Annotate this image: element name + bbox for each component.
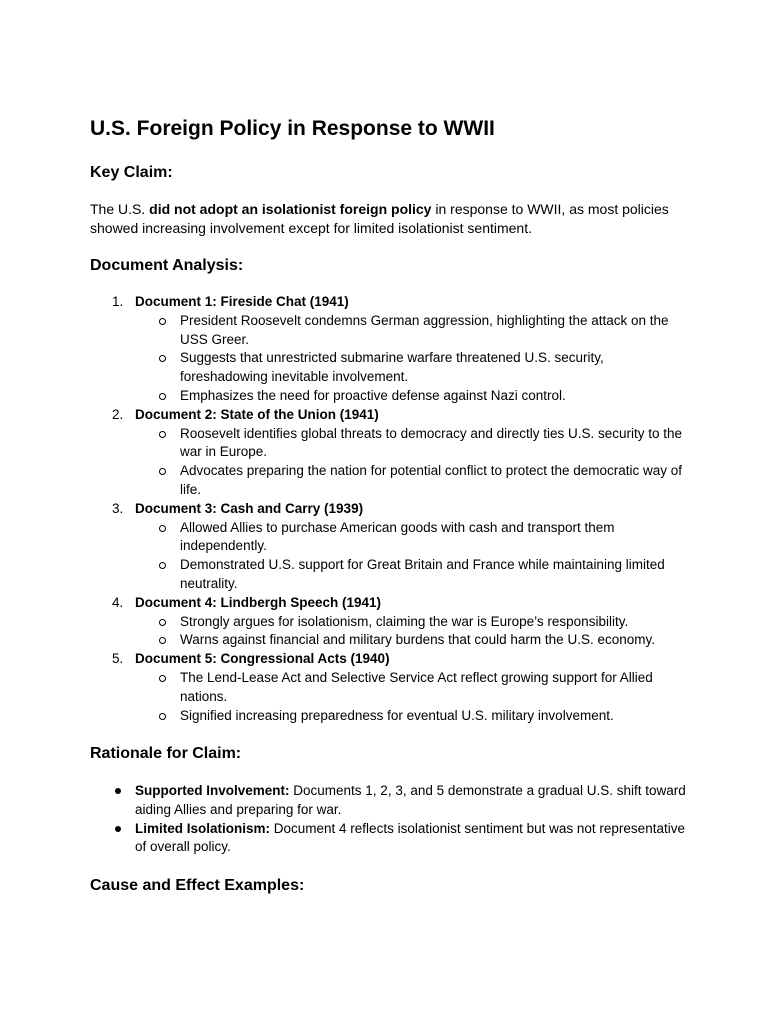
key-claim-text-after: in response to WWII, as most policies showed increasing involvement except for limited isolationist sentiment.	[90, 201, 669, 236]
list-number: 5.	[112, 651, 124, 667]
sub-item-text: Allowed Allies to purchase American goods with cash and transport them independently.	[180, 519, 615, 554]
circle-bullet-icon	[159, 318, 166, 325]
document-list	[90, 293, 690, 725]
sub-list	[135, 669, 690, 725]
rationale-label: Limited Isolationism:	[135, 820, 271, 836]
rationale-heading: Rationale for Claim:	[90, 745, 242, 762]
sub-item-text: Strongly argues for isolationism, claiming the war is Europe’s responsibility.	[180, 613, 629, 629]
document-title: Document 5: Congressional Acts (1940)	[135, 651, 390, 667]
sub-item	[135, 631, 690, 650]
circle-bullet-icon	[159, 468, 166, 475]
sub-list	[135, 519, 690, 594]
sub-item-text: President Roosevelt condemns German aggression, highlighting the attack on the USS Greer.	[180, 312, 669, 347]
sub-item	[135, 425, 690, 463]
sub-item	[135, 312, 690, 350]
circle-bullet-icon	[159, 675, 166, 682]
circle-bullet-icon	[159, 393, 166, 400]
sub-item-text: Demonstrated U.S. support for Great Britain and France while maintaining limited neutrality.	[180, 557, 665, 591]
rationale-item	[90, 782, 690, 820]
rationale-text: Document 4 reflects isolationist sentiment but was not representative of overall policy.	[135, 820, 685, 855]
circle-bullet-icon	[159, 525, 166, 532]
key-claim-paragraph	[90, 200, 680, 237]
bullet-dot-icon	[115, 788, 121, 794]
list-number: 1.	[112, 294, 124, 309]
sub-item-text: The Lend-Lease Act and Selective Service Act reflect growing support for Allied nations.	[180, 669, 653, 704]
document-title: Document 1: Fireside Chat (1941)	[135, 294, 349, 309]
sub-item-text: Warns against financial and military burdens that could harm the U.S. economy.	[180, 632, 655, 648]
document-title: Document 3: Cash and Carry (1939)	[135, 500, 364, 516]
rationale-item	[90, 820, 690, 858]
sub-list	[135, 613, 690, 651]
key-claim-bold-text: did not adopt an isolationist foreign policy	[149, 201, 432, 217]
sub-item	[135, 387, 690, 406]
list-number: 3.	[112, 500, 124, 516]
sub-item-text: Advocates preparing the nation for potential conflict to protect the democratic way of life.	[180, 463, 683, 497]
sub-item	[135, 556, 690, 594]
rationale-list	[90, 782, 690, 857]
circle-bullet-icon	[159, 431, 166, 438]
document-title: Document 4: Lindbergh Speech (1941)	[135, 594, 382, 610]
sub-item	[135, 462, 690, 500]
sub-item	[135, 519, 690, 557]
sub-item-text: Signified increasing preparedness for eventual U.S. military involvement.	[180, 707, 614, 723]
list-number: 2.	[112, 406, 124, 422]
bullet-dot-icon	[115, 826, 121, 832]
key-claim-heading: Key Claim:	[90, 164, 173, 181]
circle-bullet-icon	[159, 713, 166, 720]
document-item	[90, 594, 690, 650]
sub-item-text: Suggests that unrestricted submarine warfare threatened U.S. security, foreshadowing inevitable involvement.	[180, 350, 604, 385]
rationale-text: Documents 1, 2, 3, and 5 demonstrate a gradual U.S. shift toward aiding Allies and preparing for war.	[135, 783, 686, 817]
circle-bullet-icon	[159, 562, 166, 569]
document-title: Document 2: State of the Union (1941)	[135, 406, 379, 422]
key-claim-text-before: The U.S.	[90, 201, 150, 217]
page-title: U.S. Foreign Policy in Response to WWII	[90, 117, 495, 140]
sub-item	[135, 349, 690, 387]
document-item	[90, 406, 690, 500]
sub-list	[135, 312, 690, 406]
circle-bullet-icon	[159, 355, 166, 362]
document-item	[90, 650, 690, 725]
list-number: 4.	[112, 594, 124, 610]
sub-item	[135, 669, 690, 707]
document-item	[90, 500, 690, 594]
document-analysis-heading: Document Analysis:	[90, 257, 244, 274]
circle-bullet-icon	[159, 619, 166, 626]
rationale-label: Supported Involvement:	[135, 783, 290, 798]
cause-effect-heading: Cause and Effect Examples:	[90, 877, 305, 894]
sub-item-text: Roosevelt identifies global threats to democracy and directly ties U.S. security to the war in Europe.	[180, 425, 682, 460]
sub-item	[135, 613, 690, 632]
sub-item-text: Emphasizes the need for proactive defense against Nazi control.	[180, 387, 566, 403]
circle-bullet-icon	[159, 637, 166, 644]
sub-item	[135, 707, 690, 726]
sub-list	[135, 425, 690, 500]
document-item	[90, 293, 690, 406]
